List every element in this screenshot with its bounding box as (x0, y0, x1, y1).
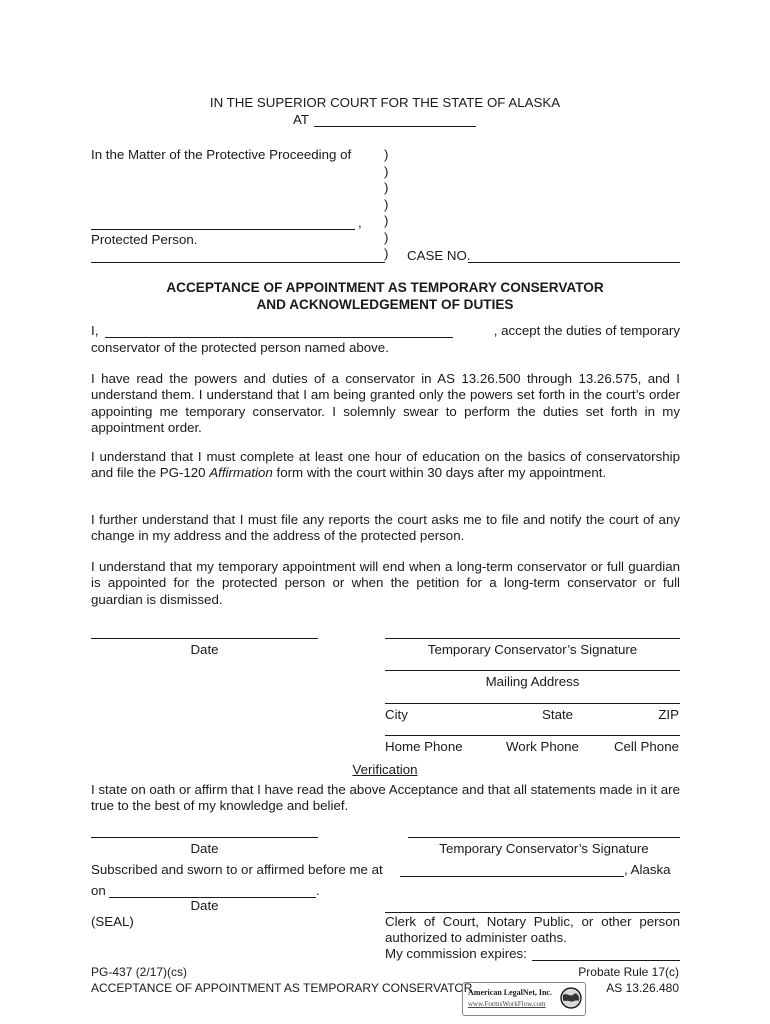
commission-expires-field[interactable] (532, 960, 680, 961)
p1-start: I, (91, 323, 99, 338)
verification-date-label: Date (190, 841, 219, 856)
sworn-alaska: , Alaska (624, 862, 671, 877)
zip-label: ZIP (658, 707, 679, 722)
sworn-label: Subscribed and sworn to or affirmed before me at (91, 862, 383, 877)
court-heading: IN THE SUPERIOR COURT FOR THE STATE OF ALASKA (209, 95, 561, 110)
protected-person-label: Protected Person. (91, 232, 198, 247)
verification-text: I state on oath or affirm that I have read the above Acceptance and that all statements made in it are true to the best of my knowledge and belief. (91, 782, 680, 814)
case-no-field[interactable] (468, 262, 680, 263)
globe-icon (559, 986, 583, 1010)
mailing-address-label: Mailing Address (485, 674, 580, 689)
clerk-line2: authorized to administer oaths. (385, 930, 567, 945)
verification-date-field[interactable] (91, 837, 318, 838)
statute: AS 13.26.480 (606, 981, 679, 995)
paragraph-education: I understand that I must complete at least one hour of education on the basics of conservatorship and file the PG-120 Affirmation form with the court within 30 days after my appointment. (91, 449, 680, 481)
caption-parens: ) ) ) ) ) ) ) (384, 147, 389, 261)
verification-heading: Verification (352, 762, 418, 777)
state-label: State (542, 707, 574, 722)
signature-field[interactable] (385, 638, 680, 639)
clerk-signature-field[interactable] (385, 912, 680, 913)
verification-signature-field[interactable] (408, 837, 680, 838)
date-label: Date (190, 642, 219, 657)
affirmation-italic: Affirmation (209, 465, 273, 481)
document-title-line1: ACCEPTANCE OF APPOINTMENT AS TEMPORARY CONSERVATOR (166, 280, 604, 295)
clerk-line1: Clerk of Court, Notary Public, or other person (385, 914, 680, 929)
american-legalnet-logo (462, 982, 586, 1016)
caption-comma: , (358, 215, 362, 230)
form-title-footer: ACCEPTANCE OF APPOINTMENT AS TEMPORARY CONSERVATOR (91, 981, 473, 995)
paragraph-reports: I further understand that I must file any reports the court asks me to file and notify the court of any change in my address and the address of the protected person. (91, 512, 680, 544)
paragraph-powers: I have read the powers and duties of a conservator in AS 13.26.500 through 13.26.575, and I understand them. I understand that I am being granted only the powers set forth in the court’s order appointing me temporary conservator. I solemnly swear to perform the duties set forth in my appointment order. (91, 371, 680, 436)
seal-label: (SEAL) (91, 914, 134, 929)
cell-phone-label: Cell Phone (613, 739, 679, 754)
city-state-zip-field[interactable] (385, 703, 680, 704)
document-title-line2: AND ACKNOWLEDGEMENT OF DUTIES (256, 297, 514, 312)
on-period: . (316, 883, 320, 898)
commission-label: My commission expires: (385, 946, 527, 961)
matter-label: In the Matter of the Protective Proceeding of (91, 147, 352, 162)
protected-person-name-field[interactable] (91, 229, 355, 230)
p1-end: , accept the duties of temporary (493, 323, 680, 338)
conservator-name-field[interactable] (105, 337, 453, 338)
caption-bottom-line (91, 262, 385, 263)
p1-line2: conservator of the protected person named above. (91, 340, 389, 355)
sworn-location-field[interactable] (400, 876, 624, 877)
home-phone-label: Home Phone (385, 739, 463, 754)
mailing-address-field[interactable] (385, 670, 680, 671)
case-no-label: CASE NO. (407, 248, 471, 263)
logo-company: American LegalNet, Inc. (468, 988, 552, 997)
date-field[interactable] (91, 638, 318, 639)
paragraph-end-appointment: I understand that my temporary appointment will end when a long-term conservator or full guardian is appointed for the protected person or when the petition for a long-term conservator or full guardian is dismissed. (91, 559, 680, 607)
probate-rule: Probate Rule 17(c) (578, 965, 679, 979)
sworn-date-label: Date (190, 898, 219, 913)
on-label: on (91, 883, 106, 898)
phone-field[interactable] (385, 735, 680, 736)
city-label: City (385, 707, 408, 722)
at-label: AT (293, 112, 310, 127)
at-location-field[interactable] (314, 126, 476, 127)
signature-label: Temporary Conservator’s Signature (427, 642, 638, 657)
form-id: PG-437 (2/17)(cs) (91, 965, 188, 979)
logo-url: www.FormsWorkFlow.com (468, 1000, 546, 1008)
work-phone-label: Work Phone (506, 739, 579, 754)
verification-signature-label: Temporary Conservator’s Signature (439, 841, 649, 856)
